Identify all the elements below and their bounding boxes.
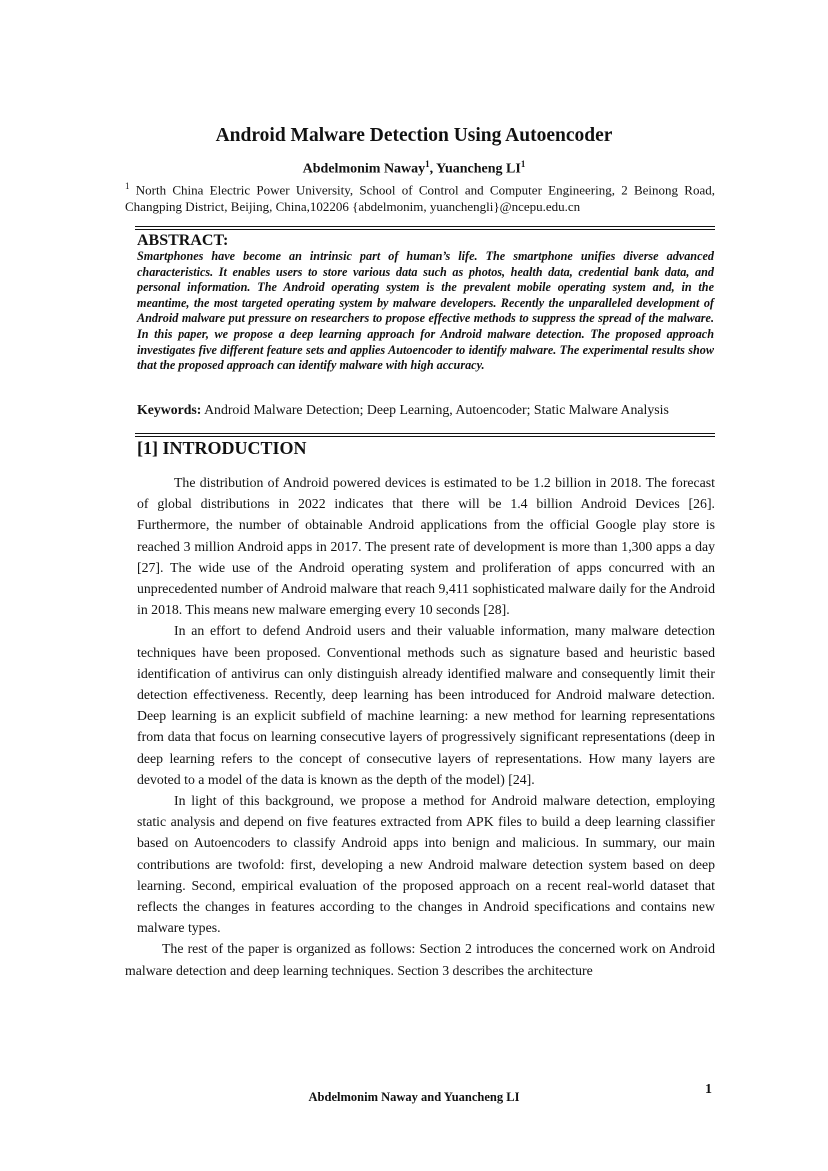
affiliation xyxy=(125,178,715,215)
affiliation-text: North China Electric Power University, School of Control and Computer Engineering, 2 Beinong Road, Changping District, Beijing, China,102206 {abdelmonim, yuanchengli}@ncepu.edu.cn xyxy=(125,182,715,215)
author-separator: , xyxy=(429,161,437,177)
divider xyxy=(135,226,715,227)
page-number: 1 xyxy=(705,1082,712,1097)
divider xyxy=(135,229,715,230)
section-body xyxy=(125,472,715,981)
affiliation-marker: 1 xyxy=(125,181,130,191)
divider xyxy=(135,433,715,434)
paragraph: The rest of the paper is organized as follows: Section 2 introduces the concerned work on Android malware detection and deep learning techniques. Section 3 describes the architecture xyxy=(125,941,715,978)
affiliation-marker: 1 xyxy=(425,159,430,169)
author-name: Yuancheng LI xyxy=(436,161,521,177)
keywords-text: Android Malware Detection; Deep Learning, Autoencoder; Static Malware Analysis xyxy=(201,402,669,417)
author-name: Abdelmonim Naway xyxy=(302,161,426,177)
divider xyxy=(135,436,715,437)
keywords-label: Keywords: xyxy=(137,402,202,417)
running-footer: Abdelmonim Naway and Yuancheng LI xyxy=(308,1090,520,1104)
paper-title: Android Malware Detection Using Autoencoder xyxy=(215,125,613,146)
paragraph: In an effort to defend Android users and their valuable information, many malware detection techniques have been proposed. Conventional methods such as signature based and heuristic based identification of antivirus can only distinguish already identified malware and consequently limit their detection effectiveness. Recently, deep learning has been introduced for Android malware detection. Deep learning is an explicit subfield of machine learning: a new method for learning representations from data that focus on learning consecutive layers of progressively significant representations (deep in deep learning refers to the concept of consecutive layers of representations. How many layers are devoted to a model of the data is known as the depth of the model) [24]. xyxy=(137,623,715,787)
abstract-heading: ABSTRACT: xyxy=(137,232,229,249)
keywords xyxy=(137,402,714,417)
author-line xyxy=(0,159,828,178)
abstract-text: Smartphones have become an intrinsic part of human’s life. The smartphone unifies diverse advanced characteristics. It enables users to store various data such as photos, health data, credential bank data, and personal information. The Android operating system is the prevalent mobile operating system and, in the meantime, the most targeted operating system by malware developers. Recently the unparalleled development of Android malware put pressure on researchers to propose effective methods to suppress the spread of the malware. In this paper, we propose a deep learning approach for Android malware detection. The proposed approach investigates five different feature sets and applies Autoencoder to identify malware. The experimental results show that the proposed approach can identify malware with high accuracy. xyxy=(137,249,714,373)
section-heading: [1] INTRODUCTION xyxy=(137,438,307,458)
paragraph: In light of this background, we propose a method for Android malware detection, employing static analysis and depend on five features extracted from APK files to build a deep learning classifier based on Autoencoders to classify Android apps into benign and malicious. In summary, our main contributions are twofold: first, developing a new Android malware detection system based on deep learning. Second, empirical evaluation of the proposed approach on a recent real-world dataset that reflects the changes in features according to the changes in Android specifications and contains new malware types. xyxy=(137,793,715,936)
affiliation-marker: 1 xyxy=(520,159,526,169)
paragraph: The distribution of Android powered devices is estimated to be 1.2 billion in 2018. The forecast of global distributions in 2022 indicates that there will be 1.4 billion Android Devices [26]. Furthermore, the number of obtainable Android applications from the official Google play store is reached 3 million Android apps in 2017. The present rate of development is more than 1,300 apps a day [27]. The wide use of the Android operating system and proliferation of apps concurred with an unprecedented number of Android malware that reach 9,411 sophisticated malware daily for the Android in 2018. This means new malware emerging every 10 seconds [28]. xyxy=(137,475,715,618)
